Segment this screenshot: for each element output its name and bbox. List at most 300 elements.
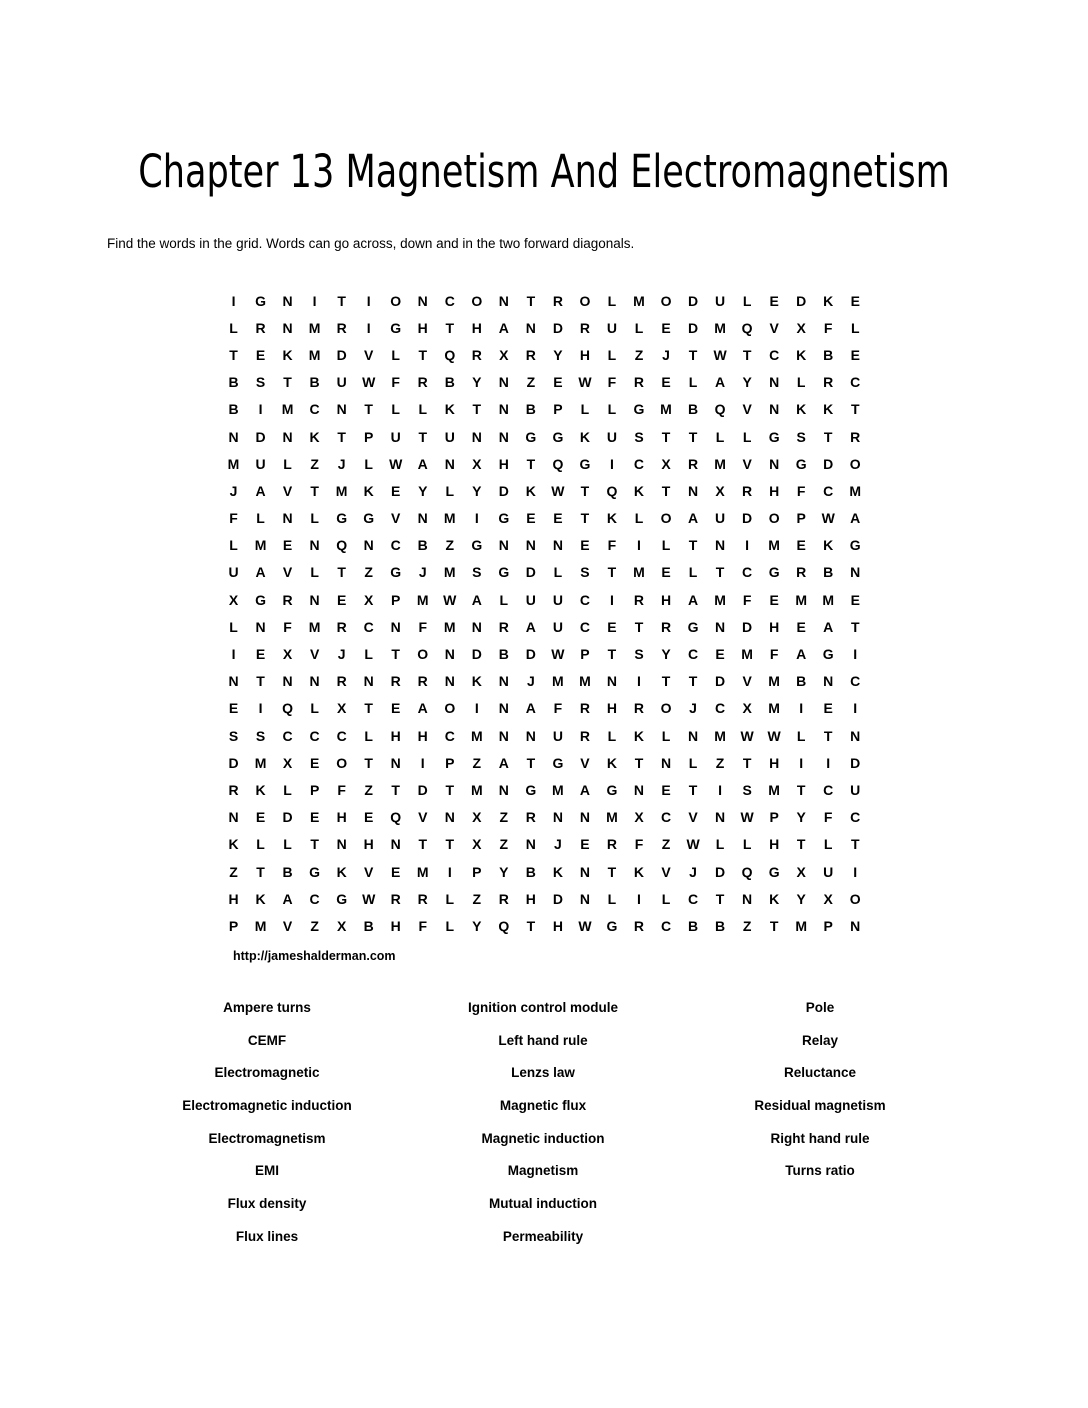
grid-cell: P: [391, 591, 401, 608]
grid-row: [220, 341, 869, 368]
grid-cell: D: [255, 428, 266, 445]
grid-cell: M: [308, 319, 321, 336]
grid-cell: V: [742, 673, 752, 690]
grid-cell: E: [364, 809, 374, 826]
grid-cell: I: [231, 292, 236, 309]
grid-cell: F: [769, 646, 779, 663]
grid-cell: U: [715, 292, 726, 309]
grid-cell: T: [364, 401, 373, 418]
grid-cell: K: [579, 428, 590, 445]
grid-cell: K: [633, 863, 645, 880]
grid-cell: K: [363, 482, 374, 499]
grid-cell: P: [364, 428, 374, 445]
grid-row: [220, 640, 869, 667]
grid-row: [220, 532, 869, 559]
grid-cell: R: [417, 374, 428, 391]
grid-cell: I: [745, 537, 750, 554]
word-list-item: Turns ratio: [785, 1163, 855, 1179]
grid-cell: X: [742, 700, 752, 717]
grid-cell: H: [769, 482, 780, 499]
grid-cell: M: [552, 781, 564, 798]
grid-cell: N: [715, 809, 726, 826]
grid-cell: D: [336, 346, 347, 363]
grid-cell: S: [580, 564, 590, 581]
grid-cell: E: [255, 346, 266, 363]
grid-cell: A: [525, 618, 536, 635]
grid-cell: B: [309, 374, 320, 391]
grid-cell: G: [471, 537, 483, 554]
grid-cell: S: [634, 646, 644, 663]
grid-cell: Y: [796, 890, 806, 907]
grid-cell: L: [283, 836, 292, 853]
grid-cell: M: [443, 564, 456, 581]
grid-cell: N: [282, 292, 293, 309]
grid-cell: G: [336, 890, 348, 907]
grid-cell: O: [417, 646, 429, 663]
grid-row: [220, 804, 869, 831]
grid-cell: T: [337, 292, 346, 309]
grid-cell: Q: [498, 917, 510, 934]
grid-cell: V: [418, 809, 428, 826]
grid-row: [220, 831, 869, 858]
grid-cell: Q: [741, 319, 753, 336]
grid-cell: H: [228, 890, 239, 907]
grid-cell: G: [822, 646, 834, 663]
grid-cell: N: [444, 673, 455, 690]
grid-cell: C: [850, 374, 861, 391]
grid-cell: M: [254, 754, 267, 771]
grid-cell: T: [634, 618, 644, 635]
grid-cell: I: [474, 700, 479, 717]
grid-cell: C: [742, 564, 753, 581]
grid-cell: C: [390, 537, 401, 554]
grid-cell: L: [445, 890, 455, 907]
grid-cell: X: [282, 754, 293, 771]
grid-cell: T: [634, 754, 644, 771]
word-list-item: Magnetic induction: [481, 1130, 605, 1146]
grid-cell: H: [471, 319, 482, 336]
grid-cell: R: [390, 673, 401, 690]
grid-cell: T: [391, 646, 400, 663]
grid-cell: T: [472, 401, 482, 418]
grid-cell: D: [823, 455, 834, 472]
grid-cell: N: [525, 836, 536, 853]
grid-cell: Y: [472, 482, 482, 499]
grid-cell: V: [742, 455, 752, 472]
grid-cell: A: [687, 510, 699, 527]
grid-cell: M: [633, 564, 645, 581]
grid-cell: N: [363, 537, 374, 554]
grid-cell: O: [660, 510, 672, 527]
grid-cell: J: [526, 673, 535, 690]
grid-cell: L: [418, 401, 428, 418]
grid-cell: T: [229, 346, 238, 363]
grid-cell: E: [607, 618, 617, 635]
grid-cell: I: [799, 754, 804, 771]
grid-cell: C: [579, 618, 590, 635]
grid-cell: X: [282, 646, 293, 663]
grid-cell: E: [391, 700, 401, 717]
grid-cell: S: [255, 374, 266, 391]
grid-row: [220, 668, 869, 695]
grid-cell: N: [309, 591, 320, 608]
grid-cell: Z: [499, 836, 509, 853]
grid-cell: K: [796, 346, 807, 363]
grid-cell: A: [579, 781, 590, 798]
grid-cell: V: [282, 482, 293, 499]
grid-cell: T: [661, 673, 671, 690]
puzzle-instructions: Find the words in the grid. Words can go across, down and in the two forward diagonals.: [107, 236, 635, 251]
grid-cell: O: [390, 292, 402, 309]
grid-cell: E: [769, 292, 779, 309]
grid-row: [220, 776, 869, 803]
grid-cell: N: [687, 727, 699, 744]
grid-row: [220, 586, 869, 613]
grid-cell: R: [228, 781, 239, 798]
grid-cell: Z: [526, 374, 536, 391]
grid-cell: R: [687, 455, 699, 472]
grid-cell: K: [309, 428, 320, 445]
grid-cell: E: [391, 863, 401, 880]
grid-cell: I: [637, 537, 641, 554]
grid-cell: A: [715, 374, 726, 391]
grid-cell: D: [687, 292, 699, 309]
grid-row: [220, 477, 869, 504]
grid-cell: A: [255, 564, 266, 581]
grid-row: [220, 559, 869, 586]
word-list-item: Reluctance: [783, 1065, 857, 1081]
grid-cell: E: [255, 646, 266, 663]
grid-cell: S: [742, 781, 752, 798]
grid-cell: E: [823, 700, 833, 717]
grid-cell: W: [821, 510, 835, 527]
grid-cell: I: [258, 700, 263, 717]
grid-cell: R: [525, 809, 536, 826]
grid-cell: S: [634, 428, 644, 445]
grid-cell: Y: [553, 346, 563, 363]
grid-cell: N: [606, 673, 618, 690]
grid-cell: I: [610, 455, 614, 472]
grid-cell: N: [498, 673, 509, 690]
grid-cell: N: [525, 727, 536, 744]
grid-cell: E: [850, 591, 860, 608]
grid-cell: T: [661, 428, 671, 445]
grid-cell: N: [282, 673, 293, 690]
grid-cell: Z: [634, 346, 644, 363]
grid-cell: Z: [229, 863, 238, 880]
grid-cell: Q: [336, 537, 348, 554]
grid-cell: Z: [310, 917, 319, 934]
grid-cell: R: [255, 319, 266, 336]
grid-cell: R: [552, 292, 563, 309]
grid-cell: T: [310, 482, 319, 499]
grid-cell: J: [337, 646, 346, 663]
grid-cell: T: [445, 319, 455, 336]
grid-cell: N: [525, 319, 536, 336]
grid-cell: Q: [444, 346, 456, 363]
grid-cell: C: [579, 591, 590, 608]
grid-cell: L: [607, 727, 617, 744]
grid-cell: T: [445, 781, 455, 798]
grid-cell: F: [607, 537, 617, 554]
grid-cell: C: [687, 890, 699, 907]
grid-cell: T: [688, 781, 698, 798]
grid-cell: E: [526, 510, 536, 527]
word-list-column-3: [650, 992, 990, 1188]
grid-cell: N: [498, 428, 509, 445]
grid-cell: H: [579, 346, 590, 363]
grid-cell: Y: [472, 917, 482, 934]
grid-cell: T: [823, 428, 833, 445]
grid-cell: L: [310, 564, 319, 581]
grid-cell: Z: [364, 564, 373, 581]
grid-cell: T: [796, 781, 806, 798]
grid-cell: R: [336, 618, 347, 635]
grid-cell: R: [850, 428, 861, 445]
grid-cell: N: [498, 700, 509, 717]
word-list-item: Electromagnetism: [208, 1130, 326, 1146]
grid-cell: E: [850, 346, 860, 363]
grid-cell: H: [417, 727, 428, 744]
grid-cell: N: [363, 673, 374, 690]
grid-cell: K: [633, 727, 645, 744]
grid-row: [220, 722, 869, 749]
grid-cell: W: [362, 374, 376, 391]
grid-cell: M: [606, 809, 618, 826]
word-list-item: Ampere turns: [223, 1000, 311, 1015]
grid-cell: C: [444, 727, 455, 744]
grid-cell: V: [282, 564, 293, 581]
grid-cell: X: [823, 890, 833, 907]
grid-cell: T: [796, 836, 806, 853]
grid-cell: N: [769, 374, 780, 391]
grid-cell: G: [498, 564, 510, 581]
grid-cell: B: [823, 564, 834, 581]
word-list-item: Magnetic flux: [499, 1098, 587, 1114]
grid-cell: K: [228, 836, 239, 853]
grid-cell: K: [769, 890, 780, 907]
grid-cell: T: [742, 346, 752, 363]
grid-cell: X: [472, 836, 482, 853]
grid-cell: C: [850, 673, 861, 690]
grid-cell: X: [364, 591, 374, 608]
grid-cell: H: [769, 618, 780, 635]
grid-cell: R: [498, 890, 509, 907]
grid-cell: N: [282, 319, 293, 336]
grid-cell: V: [364, 863, 374, 880]
grid-cell: K: [336, 863, 347, 880]
grid-cell: G: [606, 781, 618, 798]
grid-cell: L: [256, 836, 265, 853]
grid-cell: P: [472, 863, 482, 880]
grid-cell: T: [310, 836, 319, 853]
grid-cell: P: [553, 401, 563, 418]
grid-cell: J: [229, 482, 238, 499]
grid-cell: D: [742, 618, 753, 635]
grid-cell: O: [579, 292, 591, 309]
grid-cell: A: [255, 482, 266, 499]
grid-cell: D: [417, 781, 428, 798]
grid-cell: V: [661, 863, 671, 880]
grid-cell: A: [498, 319, 509, 336]
grid-row: [220, 695, 869, 722]
grid-cell: C: [660, 809, 672, 826]
grid-cell: N: [282, 510, 293, 527]
grid-cell: C: [336, 727, 347, 744]
grid-cell: M: [443, 510, 456, 527]
grid-cell: X: [472, 455, 482, 472]
grid-cell: N: [309, 673, 320, 690]
grid-row: [220, 912, 869, 939]
grid-cell: D: [742, 510, 753, 527]
grid-cell: B: [687, 401, 699, 418]
grid-cell: L: [580, 401, 590, 418]
grid-cell: N: [850, 917, 861, 934]
grid-cell: N: [498, 537, 509, 554]
grid-cell: D: [525, 564, 536, 581]
grid-cell: T: [688, 673, 698, 690]
grid-cell: X: [499, 346, 509, 363]
grid-cell: K: [282, 346, 293, 363]
grid-cell: C: [850, 809, 861, 826]
grid-cell: L: [283, 455, 292, 472]
grid-cell: M: [335, 482, 348, 499]
grid-cell: T: [526, 754, 536, 771]
grid-cell: U: [552, 591, 563, 608]
grid-cell: A: [498, 754, 509, 771]
grid-row: [220, 885, 869, 912]
grid-cell: L: [742, 292, 752, 309]
grid-cell: R: [471, 346, 482, 363]
grid-cell: V: [309, 646, 320, 663]
grid-cell: O: [336, 754, 348, 771]
grid-cell: X: [228, 591, 239, 608]
grid-cell: N: [255, 618, 266, 635]
grid-cell: K: [444, 401, 455, 418]
grid-cell: T: [823, 727, 833, 744]
grid-cell: U: [606, 319, 618, 336]
grid-cell: B: [444, 374, 455, 391]
grid-cell: E: [796, 537, 806, 554]
grid-cell: L: [634, 319, 644, 336]
grid-cell: N: [498, 292, 509, 309]
grid-cell: R: [498, 618, 509, 635]
grid-cell: G: [768, 428, 780, 445]
grid-cell: D: [715, 863, 726, 880]
grid-cell: U: [444, 428, 455, 445]
grid-cell: H: [336, 809, 347, 826]
grid-cell: A: [823, 618, 834, 635]
grid-cell: N: [336, 401, 347, 418]
grid-cell: L: [445, 482, 455, 499]
word-list-item: Lenzs law: [511, 1065, 575, 1081]
word-list-item: Electromagnetic: [214, 1065, 320, 1081]
grid-cell: B: [796, 673, 807, 690]
grid-cell: O: [849, 890, 861, 907]
grid-cell: P: [228, 917, 239, 934]
grid-cell: G: [552, 754, 564, 771]
grid-cell: Z: [742, 917, 752, 934]
grid-cell: S: [472, 564, 482, 581]
grid-cell: A: [417, 455, 428, 472]
word-list-item: Right hand rule: [770, 1130, 870, 1146]
grid-cell: B: [525, 401, 536, 418]
grid-cell: R: [579, 319, 590, 336]
grid-cell: I: [637, 890, 641, 907]
grid-cell: L: [364, 646, 373, 663]
grid-cell: G: [633, 401, 645, 418]
grid-cell: I: [610, 591, 614, 608]
grid-cell: W: [443, 591, 457, 608]
grid-cell: Z: [661, 836, 671, 853]
grid-cell: T: [256, 863, 265, 880]
grid-cell: O: [444, 700, 456, 717]
grid-cell: J: [662, 346, 670, 363]
grid-cell: L: [634, 510, 644, 527]
grid-cell: X: [634, 809, 644, 826]
grid-cell: M: [416, 863, 429, 880]
grid-cell: Q: [390, 809, 402, 826]
grid-cell: L: [391, 346, 400, 363]
grid-cell: V: [391, 510, 401, 527]
grid-cell: N: [228, 673, 239, 690]
grid-cell: A: [687, 591, 699, 608]
grid-cell: E: [282, 537, 293, 554]
grid-cell: T: [850, 836, 860, 853]
grid-cell: K: [796, 401, 807, 418]
grid-cell: L: [553, 564, 563, 581]
grid-cell: I: [258, 401, 263, 418]
grid-cell: D: [715, 673, 726, 690]
grid-cell: N: [444, 646, 455, 663]
grid-cell: R: [742, 482, 753, 499]
grid-cell: K: [471, 673, 482, 690]
grid-cell: N: [282, 428, 293, 445]
grid-cell: V: [282, 917, 293, 934]
grid-cell: M: [443, 618, 456, 635]
grid-cell: Q: [552, 455, 564, 472]
grid-cell: G: [768, 863, 780, 880]
grid-cell: T: [364, 754, 373, 771]
grid-cell: Y: [499, 863, 509, 880]
grid-cell: O: [660, 292, 672, 309]
grid-cell: H: [498, 455, 509, 472]
grid-cell: E: [553, 374, 563, 391]
grid-cell: M: [416, 591, 429, 608]
grid-cell: E: [850, 292, 860, 309]
grid-cell: L: [607, 401, 617, 418]
grid-cell: T: [418, 346, 428, 363]
grid-cell: V: [769, 319, 779, 336]
word-list-item: Residual magnetism: [754, 1098, 886, 1114]
grid-cell: T: [526, 455, 536, 472]
grid-cell: R: [796, 564, 807, 581]
word-list-item: Relay: [801, 1032, 839, 1048]
grid-cell: E: [255, 809, 266, 826]
grid-cell: N: [552, 537, 563, 554]
grid-cell: G: [390, 564, 402, 581]
grid-cell: M: [633, 292, 645, 309]
source-url: http://jameshalderman.com: [233, 949, 396, 963]
grid-cell: N: [228, 809, 239, 826]
grid-row: [220, 749, 869, 776]
grid-cell: C: [309, 727, 320, 744]
grid-cell: Z: [472, 890, 482, 907]
word-list-item: Electromagnetic induction: [182, 1098, 352, 1114]
grid-cell: W: [740, 809, 754, 826]
grid-cell: L: [499, 591, 509, 608]
word-list-item: Mutual induction: [489, 1196, 597, 1212]
